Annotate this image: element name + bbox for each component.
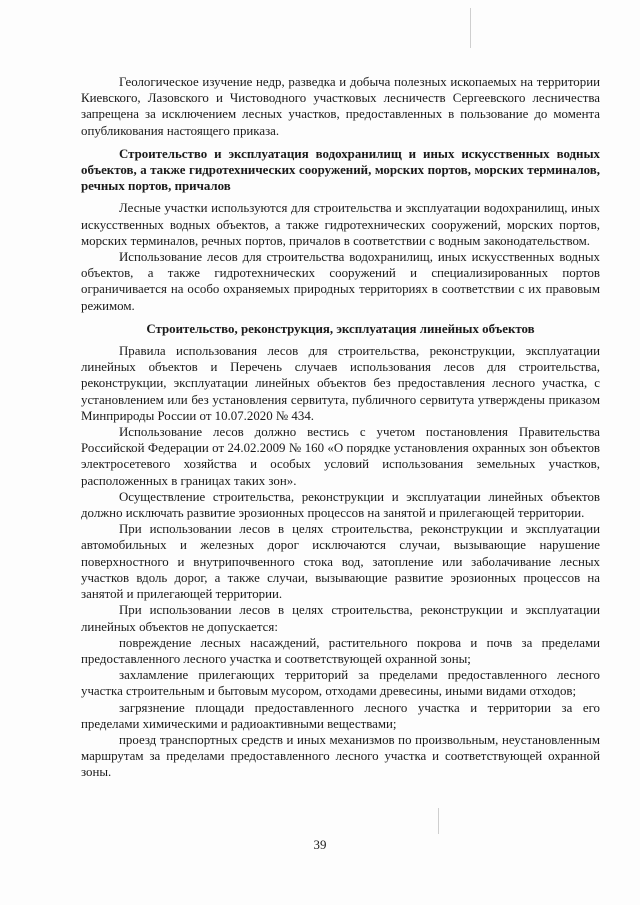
body-paragraph: Правила использования лесов для строительства, реконструкции, эксплуатации линейных объектов и Перечень случаев использования лесов для строительства, реконструкции, эксплуатации линейных объектов без предоставления лесного участка, с установлением или без установления сервитута, публичного сервитута утверждены приказом Минприроды России от 10.07.2020 № 434. — [81, 344, 600, 423]
document-body — [81, 74, 600, 781]
section-heading: Строительство и эксплуатация водохранилищ и иных искусственных водных объектов, а также гидротехнических сооружений, морских портов, морских терминалов, речных портов, причалов — [81, 146, 600, 194]
body-paragraph: Использование лесов для строительства водохранилищ, иных искусственных водных объектов, а также гидротехнических сооружений и специализированных портов ограничивается на особо охраняемых природных территориях в соответствии с их правовым режимом. — [81, 250, 600, 313]
body-paragraph: При использовании лесов в целях строительства, реконструкции и эксплуатации линейных объектов не допускается: — [81, 603, 600, 634]
body-paragraph: проезд транспортных средств и иных механизмов по произвольным, неустановленным маршрутам за пределами предоставленного лесного участка и соответствующей охранной зоны. — [81, 732, 600, 780]
body-paragraph: Лесные участки используются для строительства и эксплуатации водохранилищ, иных искусственных водных объектов, а также гидротехнических сооружений, морских портов, морских терминалов, речных портов, причалов в соответствии с водным законодательством. — [81, 201, 600, 248]
scan-artifact — [470, 8, 471, 48]
body-paragraph: Геологическое изучение недр, разведка и добыча полезных ископаемых на территории Киевского, Лазовского и Чистоводного участковых лесничеств Сергеевского лесничества запрещена за исключением лесных участков, предоставленных в пользование до момента опубликования настоящего приказа. — [81, 75, 600, 138]
body-paragraph: Осуществление строительства, реконструкции и эксплуатации линейных объектов должно исключать развитие эрозионных процессов на занятой и прилегающей территории. — [81, 489, 600, 521]
body-paragraph: загрязнение площади предоставленного лесного участка и территории за его пределами химическими и радиоактивными веществами; — [81, 700, 600, 731]
body-paragraph: При использовании лесов в целях строительства, реконструкции и эксплуатации автомобильных и железных дорог исключаются случаи, вызывающие нарушение поверхностного и внутрипочвенного стока вод, затопление или заболачивание лесных участков вдоль дорог, а также случаи, вызывающие развитие эрозионных процессов на занятой и прилегающей территории. — [81, 522, 600, 602]
scan-artifact — [438, 808, 439, 834]
body-paragraph: повреждение лесных насаждений, растительного покрова и почв за пределами предоставленного лесного участка и соответствующей охранной зоны; — [81, 635, 600, 666]
body-paragraph: Использование лесов должно вестись с учетом постановления Правительства Российской Федерации от 24.02.2009 № 160 «О порядке установления охранных зон объектов электросетевого хозяйства и особых условий использования земельных участков, расположенных в границах таких зон». — [81, 425, 600, 488]
section-heading: Строительство, реконструкция, эксплуатация линейных объектов — [146, 321, 535, 336]
body-paragraph: захламление прилегающих территорий за пределами предоставленного лесного участка строительным и бытовым мусором, отходами древесины, иными видами отходов; — [81, 668, 600, 699]
page-number: 39 — [313, 838, 327, 852]
